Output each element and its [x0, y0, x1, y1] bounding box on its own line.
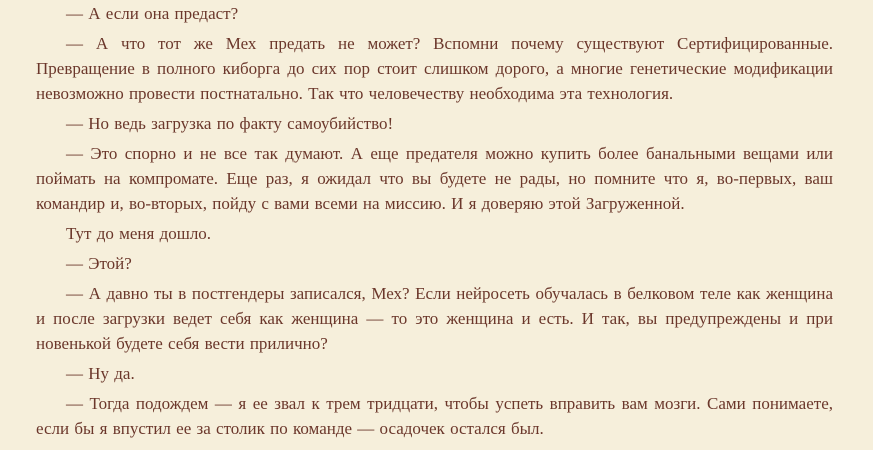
- paragraph: Тут до меня дошло.: [66, 224, 212, 243]
- paragraph: — Но ведь загрузка по факту самоубийство!: [66, 114, 394, 133]
- paragraph: — А давно ты в постгендеры записался, Мех? Если нейросеть обучалась в белковом теле как женщина и после загрузки ведет себя как женщина — то это женщина и есть. И так, вы предупреждены и при новенькой будете себя вести прилично?: [36, 284, 833, 353]
- paragraph: — Это спорно и не все так думают. А еще предателя можно купить более банальными вещами или поймать на компромате. Еще раз, я ожидал что вы будете не рады, но помните что я, во-первых, ваш командир и, во-вторых, пойду с вами всеми на миссию. И я доверяю этой Загруженной.: [36, 144, 833, 213]
- paragraph: — А что тот же Мех предать не может? Вспомни почему существуют Сертифицированные. Превращение в полного киборга до сих пор стоит слишком дорого, а многие генетические модификации невозможно провести постнатально. Так что человечеству необходима эта технология.: [36, 34, 833, 103]
- paragraph: — А если она предаст?: [66, 4, 239, 23]
- paragraph: — Тогда подождем — я ее звал к трем тридцати, чтобы успеть вправить вам мозги. Сами понимаете, если бы я впустил ее за столик по команде — осадочек остался был.: [36, 394, 833, 438]
- paragraph: — Ну да.: [66, 364, 135, 383]
- paragraph: — Этой?: [66, 254, 132, 273]
